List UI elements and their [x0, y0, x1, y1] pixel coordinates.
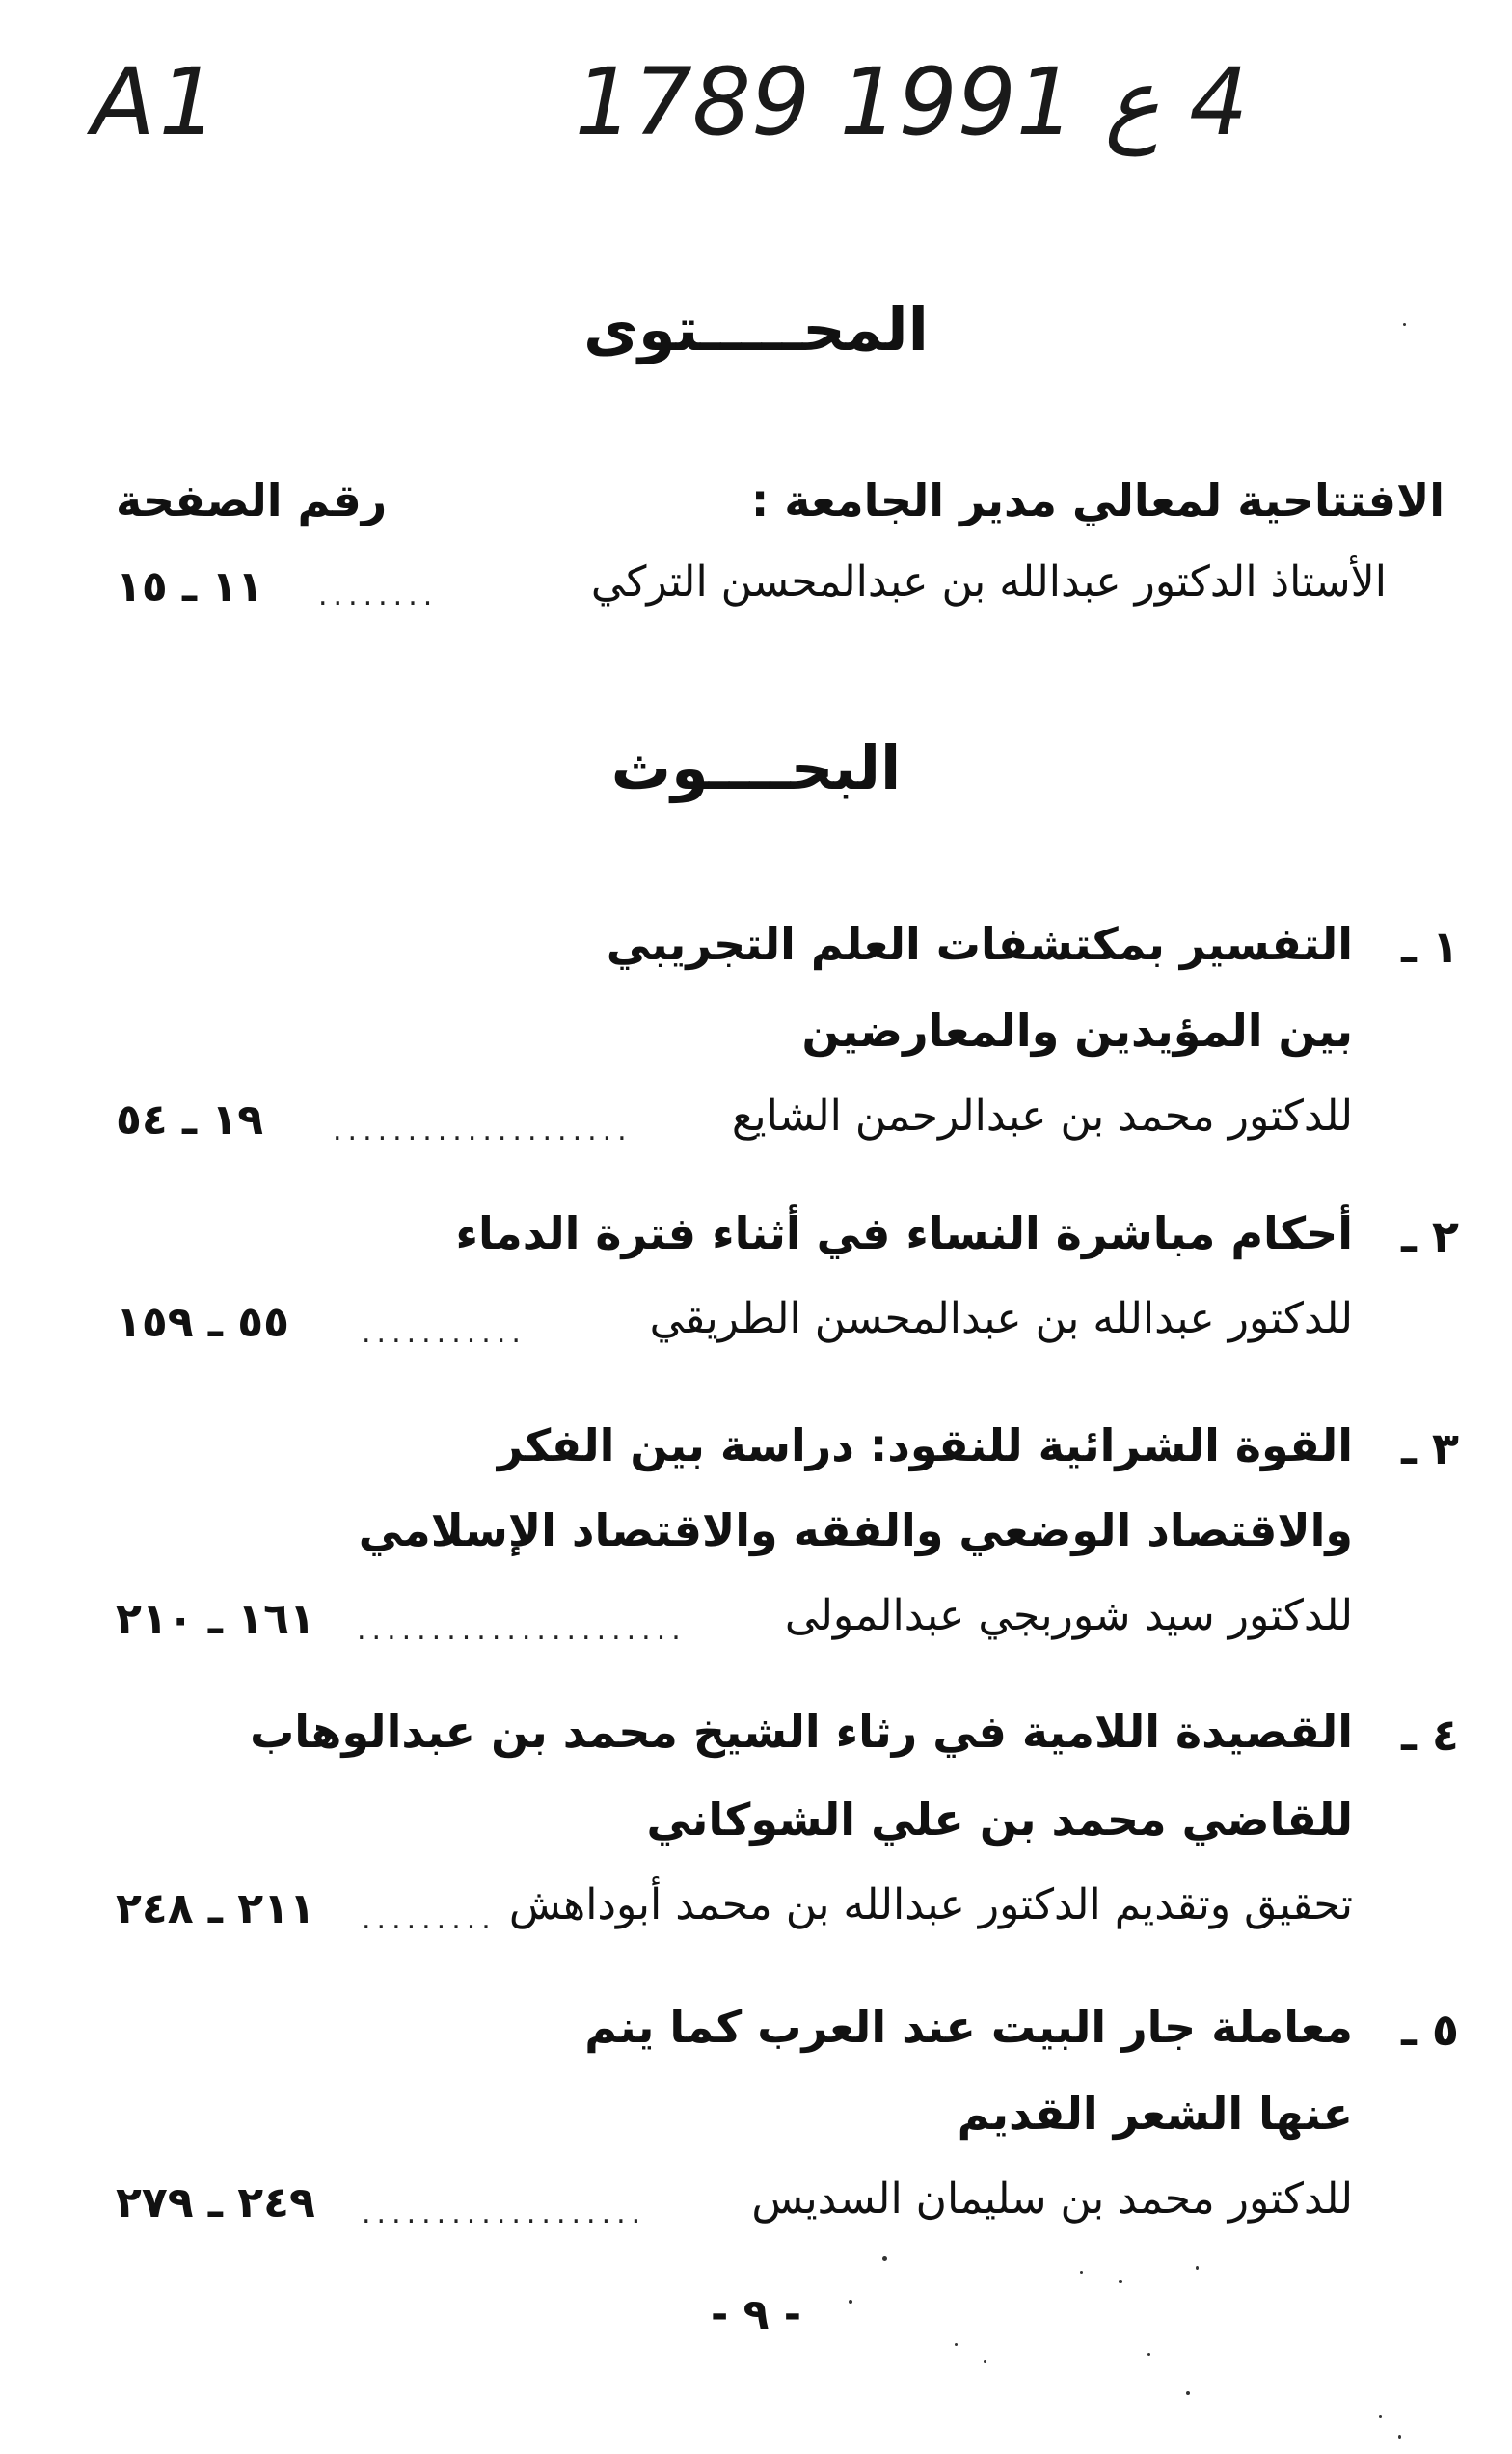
entry-1-author: للدكتور محمد بن عبدالرحمن الشايع — [731, 1092, 1353, 1141]
scan-speck — [1196, 2266, 1199, 2270]
opening-pages: ١١ ـ ١٥ — [116, 562, 264, 611]
entry-5-pages: ٢٤٩ ـ ٢٧٩ — [116, 2178, 315, 2227]
entry-3-pages: ١٦١ ـ ٢١٠ — [116, 1595, 315, 1644]
opening-dots: ........ — [318, 579, 439, 612]
entry-1-title-line-2: بين المؤيدين والمعارضين — [801, 1005, 1353, 1057]
scan-speck — [1403, 323, 1406, 326]
entry-2-dots: ........... — [362, 1316, 526, 1350]
entry-3-dots: ...................... — [357, 1613, 687, 1647]
page-number-header: رقم الصفحة — [116, 474, 388, 526]
scan-speck — [849, 2300, 852, 2304]
scan-speck — [1119, 2280, 1122, 2283]
entry-4-dots: ......... — [362, 1902, 497, 1936]
entry-2-author: للدكتور عبدالله بن عبدالمحسن الطريقي — [649, 1294, 1353, 1343]
page-title: المحـــــتوى — [583, 294, 929, 364]
entry-2-number: ٢ ـ — [1401, 1210, 1459, 1262]
entry-2-title-line-1: أحكام مباشرة النساء في أثناء فترة الدماء — [455, 1207, 1353, 1259]
entry-4-number: ٤ ـ — [1401, 1709, 1459, 1761]
entry-3-number: ٣ ـ — [1401, 1422, 1459, 1474]
scan-speck — [1379, 2415, 1382, 2418]
entry-2-pages: ٥٥ ـ ١٥٩ — [116, 1298, 289, 1347]
entry-5-author: للدكتور محمد بن سليمان السديس — [751, 2174, 1353, 2224]
section-heading: البحــــوث — [610, 733, 902, 803]
handwritten-annotation-right: 4 ع 1991 1789 — [574, 48, 1249, 156]
entry-4-title-line-2: للقاضي محمد بن علي الشوكاني — [646, 1793, 1353, 1846]
entry-4-pages: ٢١١ ـ ٢٤٨ — [116, 1884, 315, 1933]
entry-1-title-line-1: التفسير بمكتشفات العلم التجريبي — [606, 918, 1353, 970]
opening-label: الافتتاحية لمعالي مدير الجامعة : — [750, 474, 1444, 526]
entry-1-number: ١ ـ — [1401, 921, 1459, 973]
entry-3-title-line-1: القوة الشرائية للنقود: دراسة بين الفكر — [497, 1419, 1353, 1471]
entry-1-dots: .................... — [333, 1114, 633, 1147]
scan-speck — [1148, 2353, 1150, 2356]
entry-5-dots: ................... — [362, 2197, 647, 2230]
scan-speck — [882, 2256, 887, 2261]
opening-author: الأستاذ الدكتور عبدالله بن عبدالمحسن التركي — [590, 557, 1387, 607]
entry-5-title-line-2: عنها الشعر القديم — [957, 2088, 1353, 2140]
scan-speck — [955, 2343, 958, 2346]
entry-4-title-line-1: القصيدة اللامية في رثاء الشيخ محمد بن عبدالوهاب — [250, 1706, 1353, 1758]
entry-1-pages: ١٩ ـ ٥٤ — [116, 1095, 264, 1145]
entry-3-title-line-2: والاقتصاد الوضعي والفقه والاقتصاد الإسلامي — [358, 1504, 1353, 1556]
entry-5-title-line-1: معاملة جار البيت عند العرب كما ينم — [584, 2001, 1353, 2053]
entry-3-author: للدكتور سيد شوربجي عبدالمولى — [784, 1591, 1353, 1640]
entry-5-number: ٥ ـ — [1401, 2004, 1459, 2056]
entry-4-author: تحقيق وتقديم الدكتور عبدالله بن محمد أبوداهش — [508, 1880, 1353, 1929]
scan-speck — [1080, 2271, 1083, 2274]
scan-speck — [1398, 2435, 1401, 2439]
footer-page-number: - ٩ - — [710, 2290, 802, 2339]
scan-speck — [984, 2360, 986, 2363]
scan-speck — [1186, 2391, 1190, 2395]
handwritten-annotation-left: A1 — [92, 48, 222, 156]
